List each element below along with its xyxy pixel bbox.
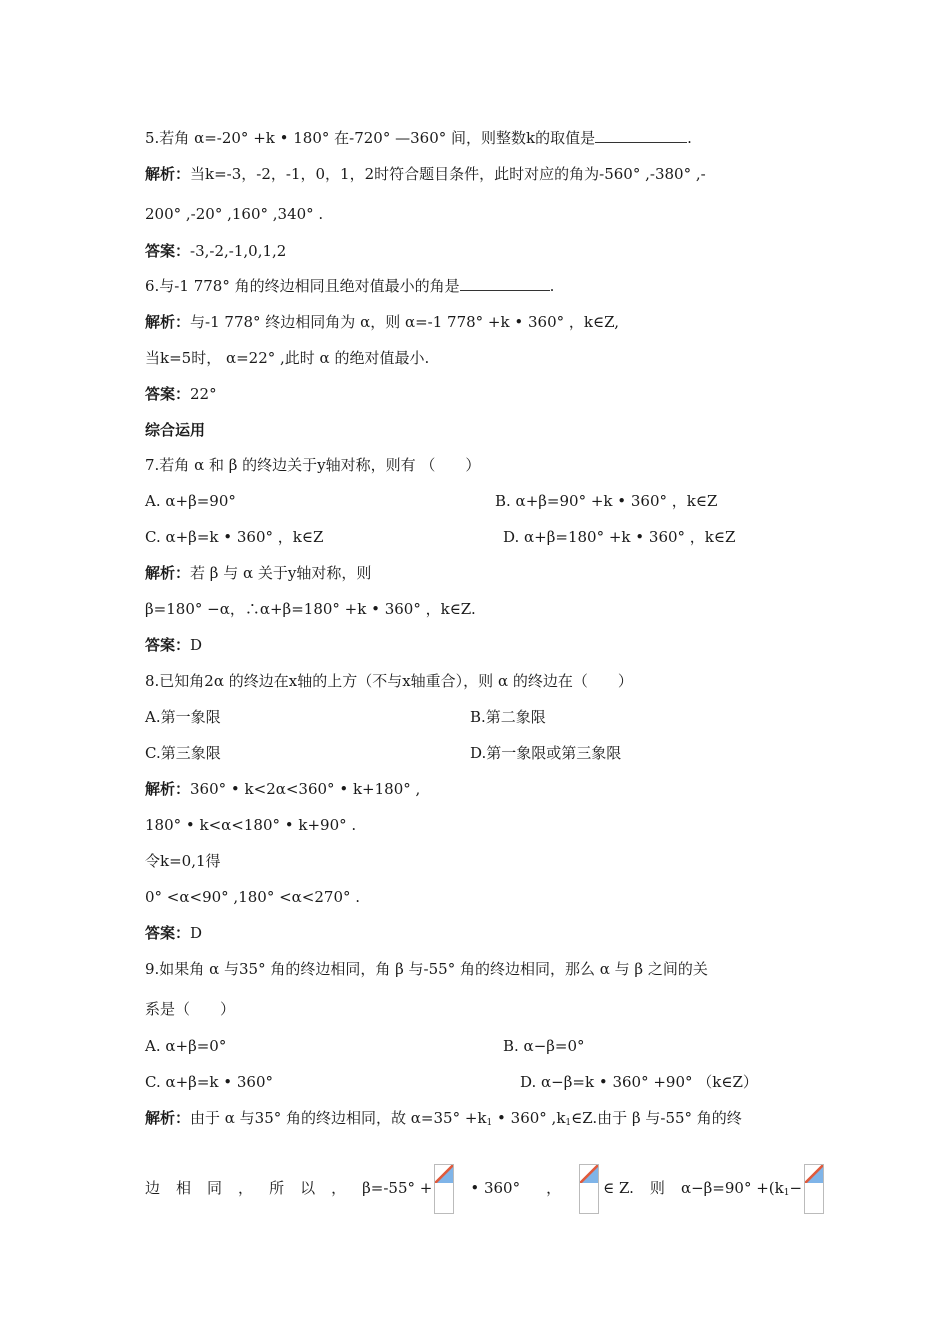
q7-analysis-line1 bbox=[145, 563, 371, 583]
q9-question-line1: 9.如果角 α 与35° 角的终边相同，角 β 与-55° 角的终边相同，那么 α 与 β 之间的关 bbox=[145, 960, 708, 978]
q7-option-b: B. α+β=90° +k • 360° ，k∈Z bbox=[495, 492, 718, 510]
q9-mul-expr: • 360° bbox=[470, 1179, 521, 1197]
q9-word: 同 bbox=[207, 1179, 223, 1197]
q7-answer-label: 答案： bbox=[145, 636, 191, 654]
q6-analysis-label: 解析： bbox=[145, 313, 191, 331]
q6-answer-text: 22° bbox=[190, 385, 217, 403]
q8-analysis-line4: 0° <α<90° ,180° <α<270° . bbox=[145, 888, 361, 906]
q8-answer-text: D bbox=[190, 924, 203, 942]
q9-analysis-text-b: • 360° ,k bbox=[492, 1109, 566, 1127]
q9-subscript-2: 1 bbox=[565, 1118, 572, 1128]
section-title: 综合运用 bbox=[145, 421, 206, 439]
q7-analysis-label: 解析： bbox=[145, 564, 191, 582]
q9-option-d: D. α−β=k • 360° +90° （k∈Z） bbox=[520, 1073, 758, 1091]
q9-word: 边 bbox=[145, 1179, 161, 1197]
q9-analysis-text-a: 由于 α 与35° 角的终边相同，故 α=35° +k bbox=[190, 1109, 487, 1127]
q8-analysis-line1 bbox=[145, 779, 420, 799]
q6-answer-label: 答案： bbox=[145, 385, 191, 403]
q8-option-b: B.第二象限 bbox=[470, 708, 546, 726]
q9-word: 相 bbox=[176, 1179, 192, 1197]
q6-answer-blank bbox=[460, 276, 550, 291]
q6-period: . bbox=[549, 277, 555, 295]
q5-analysis-line2: 200° ,-20° ,160° ,340° . bbox=[145, 205, 324, 223]
q8-option-a: A.第一象限 bbox=[145, 708, 221, 726]
q9-question-line2: 系是（ ） bbox=[145, 1000, 236, 1018]
q6-question-text: 6.与-1 778° 角的终边相同且绝对值最小的角是 bbox=[145, 277, 460, 295]
q9-subscript-1: 1 bbox=[486, 1118, 493, 1128]
q5-analysis-label: 解析： bbox=[145, 165, 191, 183]
q7-question: 7.若角 α 和 β 的终边关于y轴对称，则有 （ ） bbox=[145, 456, 481, 474]
q7-answer bbox=[145, 635, 202, 655]
q8-option-d: D.第一象限或第三象限 bbox=[470, 744, 622, 762]
q7-analysis-text1: 若 β 与 α 关于y轴对称，则 bbox=[190, 564, 372, 582]
q8-option-c: C.第三象限 bbox=[145, 744, 221, 762]
q5-analysis-line1 bbox=[145, 164, 706, 184]
q8-answer-label: 答案： bbox=[145, 924, 191, 942]
q9-word: ， bbox=[331, 1179, 347, 1197]
q5-analysis-text1: 当k=-3，-2，-1，0，1，2时符合题目条件，此时对应的角为-560° ,-380° ,- bbox=[190, 165, 706, 183]
q9-word: 以 bbox=[300, 1179, 316, 1197]
q9-word: ， bbox=[238, 1179, 254, 1197]
q8-analysis-text1: 360° • k<2α<360° • k+180° , bbox=[190, 780, 421, 798]
q9-option-b: B. α−β=0° bbox=[503, 1037, 585, 1055]
q9-comma: ， bbox=[546, 1179, 562, 1197]
q6-question bbox=[145, 276, 554, 296]
q8-analysis-label: 解析： bbox=[145, 780, 191, 798]
q9-subscript-3: 1 bbox=[783, 1188, 790, 1198]
q7-option-c: C. α+β=k • 360° ，k∈Z bbox=[145, 528, 324, 546]
q7-option-a: A. α+β=90° bbox=[145, 492, 236, 510]
q9-beta-expr: β=-55° + bbox=[362, 1179, 433, 1197]
q6-answer bbox=[145, 384, 217, 404]
q5-answer-label: 答案： bbox=[145, 242, 191, 260]
q9-then: 则 bbox=[649, 1179, 665, 1197]
q8-analysis-line3: 令k=0,1得 bbox=[145, 852, 221, 870]
q5-period: . bbox=[687, 129, 692, 147]
q9-analysis-label: 解析： bbox=[145, 1109, 191, 1127]
q9-analysis-line1 bbox=[145, 1108, 742, 1133]
q9-analysis-line2 bbox=[145, 1164, 824, 1217]
q9-analysis-text-c: ∈Z.由于 β 与-55° 角的终 bbox=[571, 1109, 742, 1127]
q9-word: 所 bbox=[269, 1179, 285, 1197]
q7-analysis-line2: β=180° −α，∴α+β=180° +k • 360° ，k∈Z. bbox=[145, 600, 476, 618]
broken-image-icon bbox=[804, 1164, 824, 1214]
q9-option-c: C. α+β=k • 360° bbox=[145, 1073, 274, 1091]
broken-image-icon bbox=[434, 1164, 454, 1214]
q9-option-a: A. α+β=0° bbox=[145, 1037, 227, 1055]
q7-option-d: D. α+β=180° +k • 360° ，k∈Z bbox=[503, 528, 736, 546]
q6-analysis-line1 bbox=[145, 312, 619, 332]
q5-answer bbox=[145, 241, 286, 261]
broken-image-icon bbox=[579, 1164, 599, 1214]
q5-answer-blank bbox=[595, 128, 687, 143]
q8-analysis-line2: 180° • k<α<180° • k+90° . bbox=[145, 816, 357, 834]
q8-answer bbox=[145, 923, 202, 943]
q6-analysis-line2: 当k=5时， α=22° ,此时 α 的绝对值最小. bbox=[145, 349, 430, 367]
q6-analysis-text1: 与-1 778° 终边相同角为 α，则 α=-1 778° +k • 360° ，k∈Z, bbox=[190, 313, 619, 331]
q9-diff-expr: α−β=90° +(k bbox=[680, 1179, 784, 1197]
q5-question bbox=[145, 128, 692, 148]
q5-question-text: 5.若角 α=-20° +k • 180° 在-720° —360° 间，则整数k的取值是 bbox=[145, 129, 596, 147]
q9-in-z: ∈ Z. bbox=[603, 1179, 634, 1197]
q8-question: 8.已知角2α 的终边在x轴的上方（不与x轴重合），则 α 的终边在（ ） bbox=[145, 672, 633, 690]
q7-answer-text: D bbox=[190, 636, 203, 654]
q9-minus: − bbox=[789, 1179, 803, 1197]
q5-answer-text: -3,-2,-1,0,1,2 bbox=[190, 242, 287, 260]
